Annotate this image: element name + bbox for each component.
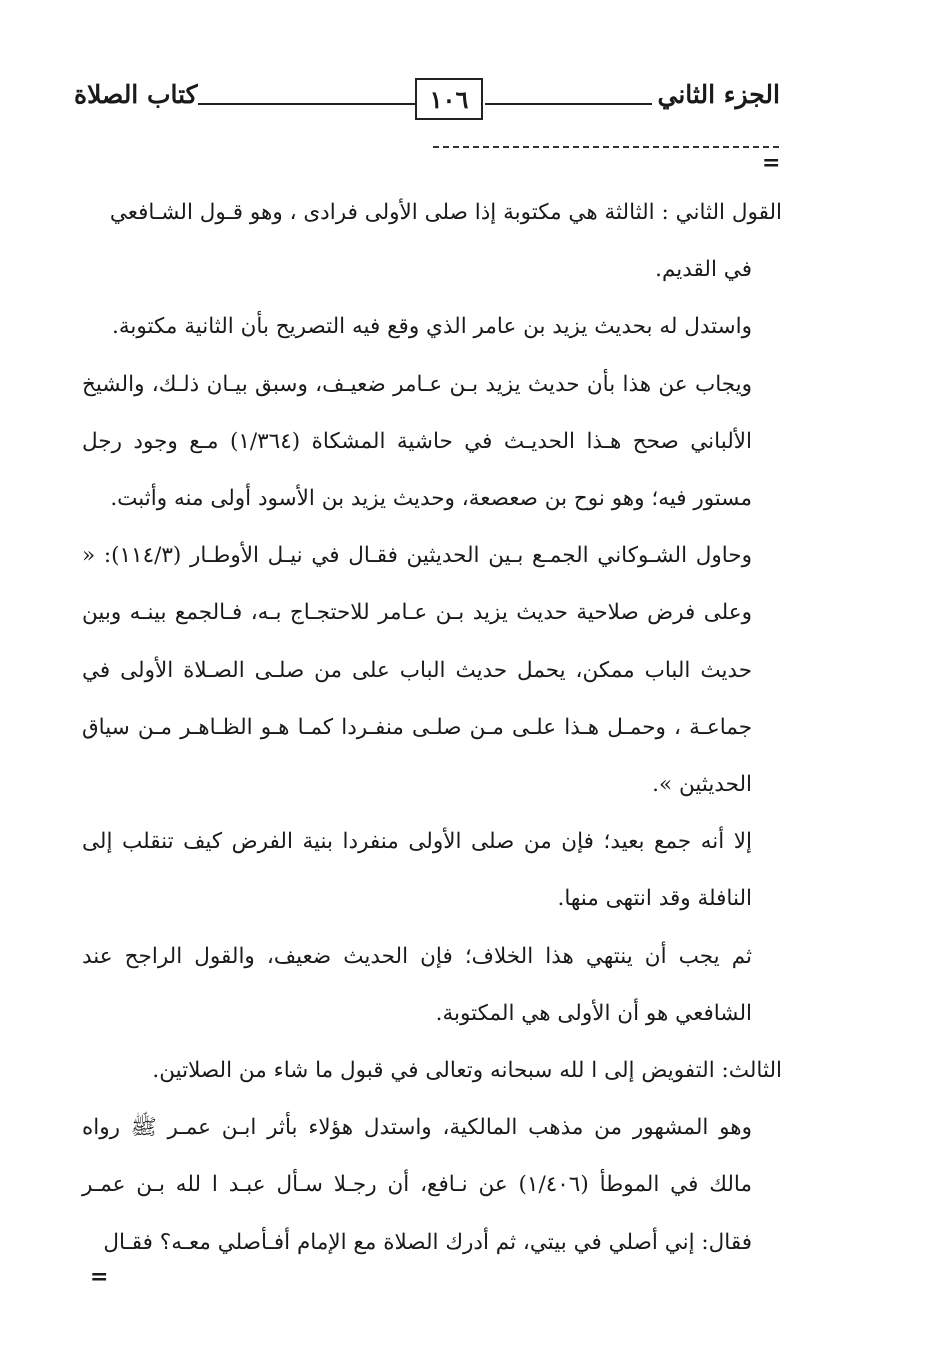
dashed-separator bbox=[433, 146, 779, 148]
paragraph: إلا أنه جمع بعيد؛ فإن من صلى الأولى منفردا بنية الفرض كيف تنقلب إلى النافلة وقد انتهى منها. bbox=[82, 829, 752, 912]
continuation-mark-top: = bbox=[762, 150, 781, 176]
header-part-title: الجزء الثاني bbox=[657, 80, 780, 109]
page-number: ١٠٦ bbox=[429, 84, 469, 114]
paragraph: واستدل له بحديث يزيد بن عامر الذي وقع فيه التصريح بأن الثانية مكتوبة. bbox=[112, 314, 752, 340]
paragraph: القول الثاني : الثالثة هي مكتوبة إذا صلى الأولى فرادى ، وهو قـول الشـافعي bbox=[109, 200, 782, 225]
header-book-title: كتاب الصلاة bbox=[74, 80, 198, 109]
page-number-box bbox=[415, 78, 483, 120]
body-text bbox=[82, 184, 782, 1271]
paragraph: الثالث: التفويض إلى ا لله سبحانه وتعالى في قبول ما شاء من الصلاتين. bbox=[152, 1058, 782, 1084]
paragraph: وحاول الشـوكاني الجمـع بـين الحديثين فقـال في نيـل الأوطـار (١١٤/٣): « وعلى فرض صلاحية حديث يزيد بـن عـامر للاحتجـاج بـه، فـالجمع بينـه وبين حديث الباب ممكن، يحمل حديث الباب على من صلـى الصـلاة الأولى في جماعـة ، وحمـل هـذا علـى مـن صلـى منفـردا كمـا هـو الظـاهـر مـن سياق الحديثين ». bbox=[82, 543, 752, 798]
continuation-mark-bottom: = bbox=[90, 1264, 109, 1290]
paragraph: ثم يجب أن ينتهي هذا الخلاف؛ فإن الحديث ضعيف، والقول الراجح عند الشافعي هو أن الأولى هي المكتوبة. bbox=[82, 943, 752, 1026]
header-rule-left bbox=[198, 103, 415, 105]
header-rule-right bbox=[485, 103, 652, 105]
paragraph: وهو المشهور من مذهب المالكية، واستدل هؤلاء بأثر ابـن عمـر ﷺ رواه مالك في الموطأ (١/٤٠٦) عن نـافع، أن رجـلا سـأل عبـد ا لله بـن عمـر فقال: إني أصلي في بيتي، ثم أدرك الصلاة مع الإمام أفـأصلي معـه؟ فقـال bbox=[82, 1115, 752, 1255]
paragraph: في القديم. bbox=[655, 257, 752, 283]
paragraph: ويجاب عن هذا بأن حديث يزيد بـن عـامر ضعيـف، وسبق بيـان ذلـك، والشيخ الألباني صحح هـذا الحديـث في حاشية المشكاة (١/٣٦٤) مـع وجود رجل مستور فيه؛ وهو نوح بن صعصعة، وحديث يزيد بن الأسود أولى منه وأثبت. bbox=[82, 371, 752, 512]
